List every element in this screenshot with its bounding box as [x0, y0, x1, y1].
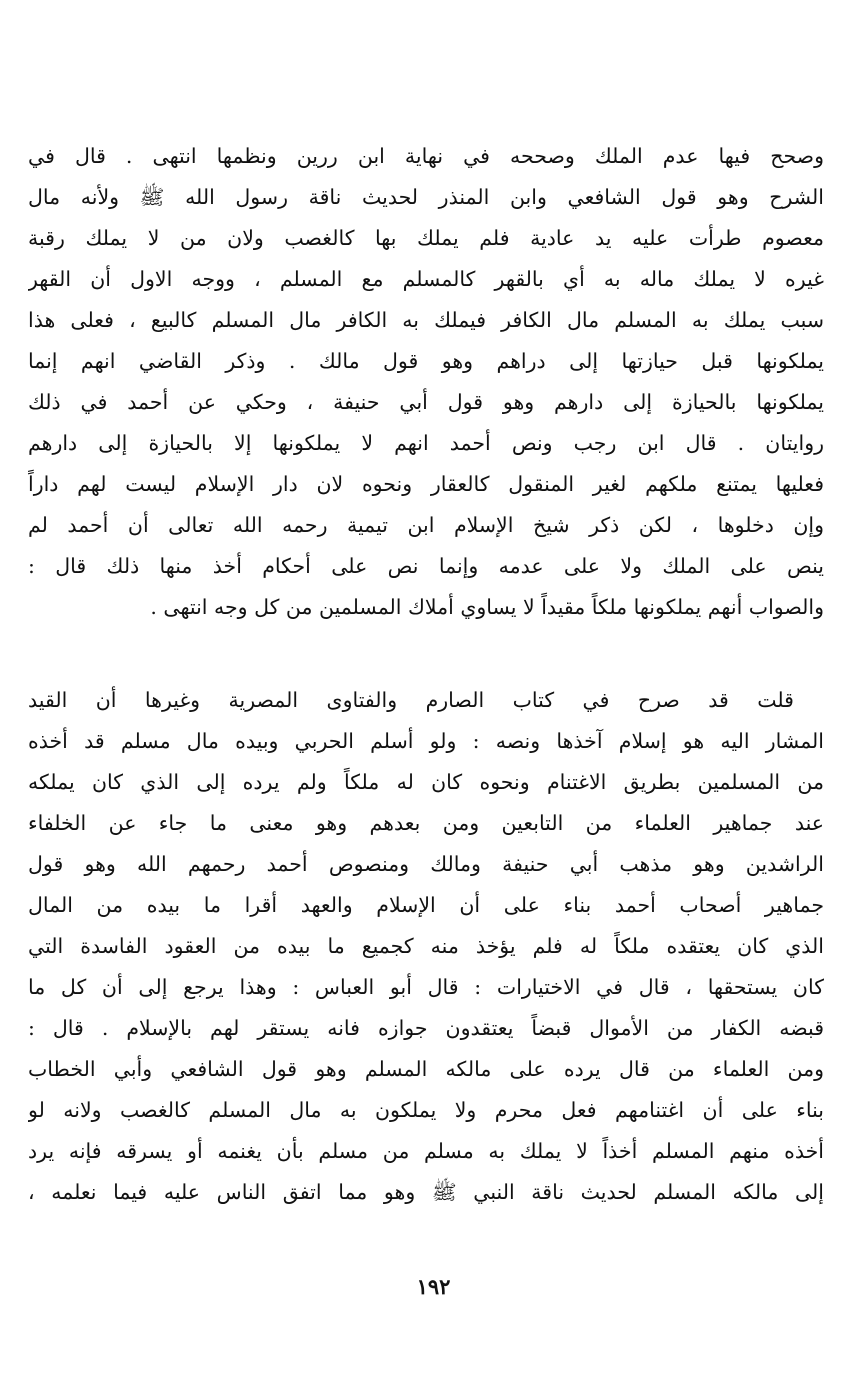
- page-number: ١٩٢: [416, 1274, 451, 1299]
- text-line: وإن دخلوها ، لكن ذكر شيخ الإسلام ابن تيمية رحمه الله تعالى أن أحمد لم: [28, 513, 824, 537]
- text-line: جماهير أصحاب أحمد بناء على أن الإسلام والعهد أقرا ما بيده من المال: [28, 893, 824, 917]
- text-line: أخذه منهم المسلم أخذاً لا يملك به مسلم من مسلم بأن يغنمه أو يسرقه فإنه يرد: [28, 1139, 824, 1163]
- paragraph-2: [28, 680, 824, 1213]
- text-line: روايتان . قال ابن رجب ونص أحمد انهم لا يملكونها إلا بالحيازة إلى دارهم: [28, 431, 824, 455]
- text-line: ومن العلماء من قال يرده على مالكه المسلم وهو قول الشافعي وأبي الخطاب: [28, 1057, 824, 1081]
- text-line: معصوم طرأت عليه يد عادية فلم يملك بها كالغصب ولان من لا يملك رقبة: [28, 226, 824, 250]
- text-line: المشار اليه هو إسلام آخذها ونصه : ولو أسلم الحربي وبيده مال مسلم قد أخذه: [28, 729, 824, 753]
- text-line: يملكونها بالحيازة إلى دارهم وهو قول أبي حنيفة ، وحكي عن أحمد في ذلك: [28, 390, 824, 414]
- text-line: من المسلمين بطريق الاغتنام ونحوه كان له ملكاً ولم يرده إلى الذي كان يملكه: [28, 770, 824, 794]
- text-line: وصحح فيها عدم الملك وصححه في نهاية ابن ررين ونظمها انتهى . قال في: [28, 144, 824, 168]
- text-line: بناء على أن اغتنامهم فعل محرم ولا يملكون به مال المسلم كالغصب ولانه لو: [28, 1098, 824, 1122]
- text-line: والصواب أنهم يملكونها ملكاً مقيداً لا يساوي أملاك المسلمين من كل وجه انتهى .: [150, 595, 824, 619]
- text-line: عند جماهير العلماء من التابعين ومن بعدهم وهو معنى ما جاء عن الخلفاء: [28, 811, 824, 835]
- text-line: يملكونها قبل حيازتها إلى دراهم وهو قول مالك . وذكر القاضي انهم إنما: [28, 349, 824, 373]
- text-line: الذي كان يعتقده ملكاً له فلم يؤخذ منه كجميع ما بيده من العقود الفاسدة التي: [28, 934, 824, 958]
- text-line: كان يستحقها ، قال في الاختيارات : قال أبو العباس : وهذا يرجع إلى أن كل ما: [28, 975, 824, 999]
- paragraph-1: [28, 136, 824, 628]
- text-line: إلى مالكه المسلم لحديث ناقة النبي ﷺ وهو مما اتفق الناس عليه فيما نعلمه ،: [28, 1180, 824, 1204]
- text-line: سبب يملك به المسلم مال الكافر فيملك به الكافر مال المسلم كالبيع ، فعلى هذا: [28, 308, 824, 332]
- text-line: فعليها يمتنع ملكهم لغير المنقول كالعقار ونحوه لان دار الإسلام ليست لهم داراً: [28, 472, 824, 496]
- text-line: الشرح وهو قول الشافعي وابن المنذر لحديث ناقة رسول الله ﷺ ولأنه مال: [28, 185, 824, 209]
- text-line: قبضه الكفار من الأموال قبضاً يعتقدون جوازه فانه يستقر لهم بالإسلام . قال :: [28, 1016, 824, 1040]
- text-line: الراشدين وهو مذهب أبي حنيفة ومالك ومنصوص أحمد رحمهم الله وهو قول: [28, 852, 824, 876]
- text-line: ينص على الملك ولا على عدمه وإنما نص على أحكام أخذ منها ذلك قال :: [28, 554, 824, 578]
- text-line: غيره لا يملك ماله به أي بالقهر كالمسلم مع المسلم ، ووجه الاول أن القهر: [28, 267, 824, 291]
- text-line-indented: قلت قد صرح في كتاب الصارم والفتاوى المصرية وغيرها أن القيد: [28, 688, 794, 712]
